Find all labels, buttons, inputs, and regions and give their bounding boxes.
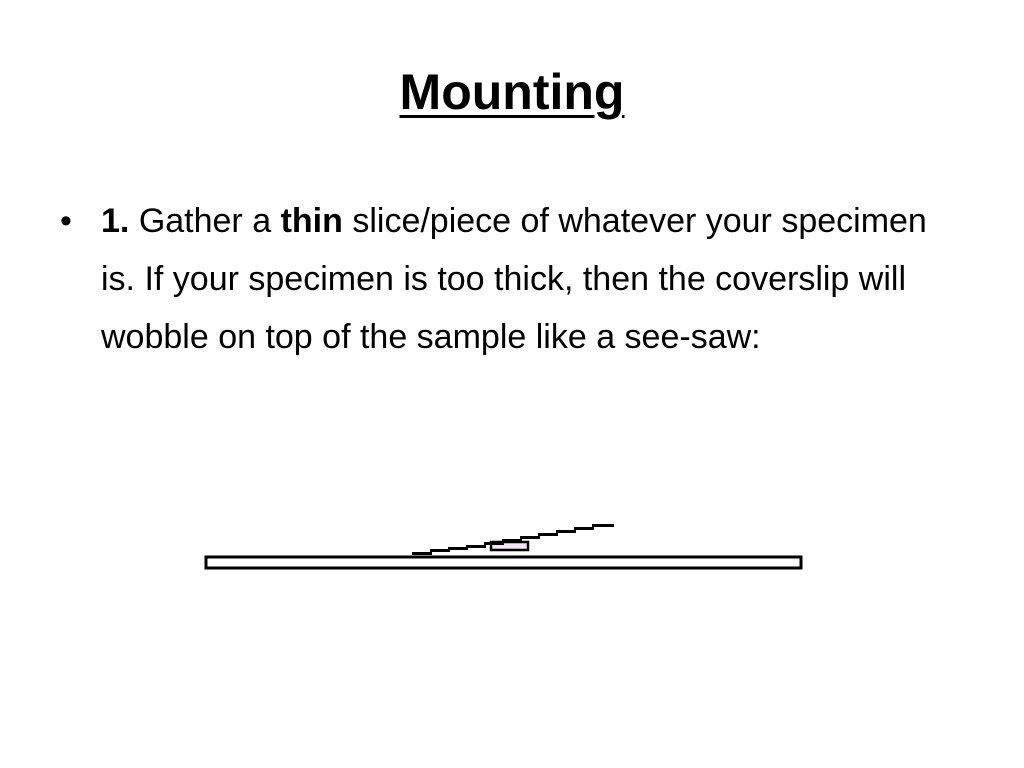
slide-title [0,62,1024,122]
emphasis-word: thin [280,202,343,240]
step-number: 1. [101,202,130,240]
bullet-text-lead: Gather a [138,202,272,240]
slide-coverslip-seesaw-diagram [0,490,1024,590]
bullet-text-rest: slice/piece of whatever your specimen is. If your specimen is too thick, then the coverslip will wobble on top of the sample like a see-saw: [101,202,927,356]
bullet-marker: • [60,202,72,240]
bullet-item [60,192,960,366]
microscope-slide [206,557,801,568]
bullet-text [101,192,960,366]
slide-title-text: Mounting [399,64,625,120]
